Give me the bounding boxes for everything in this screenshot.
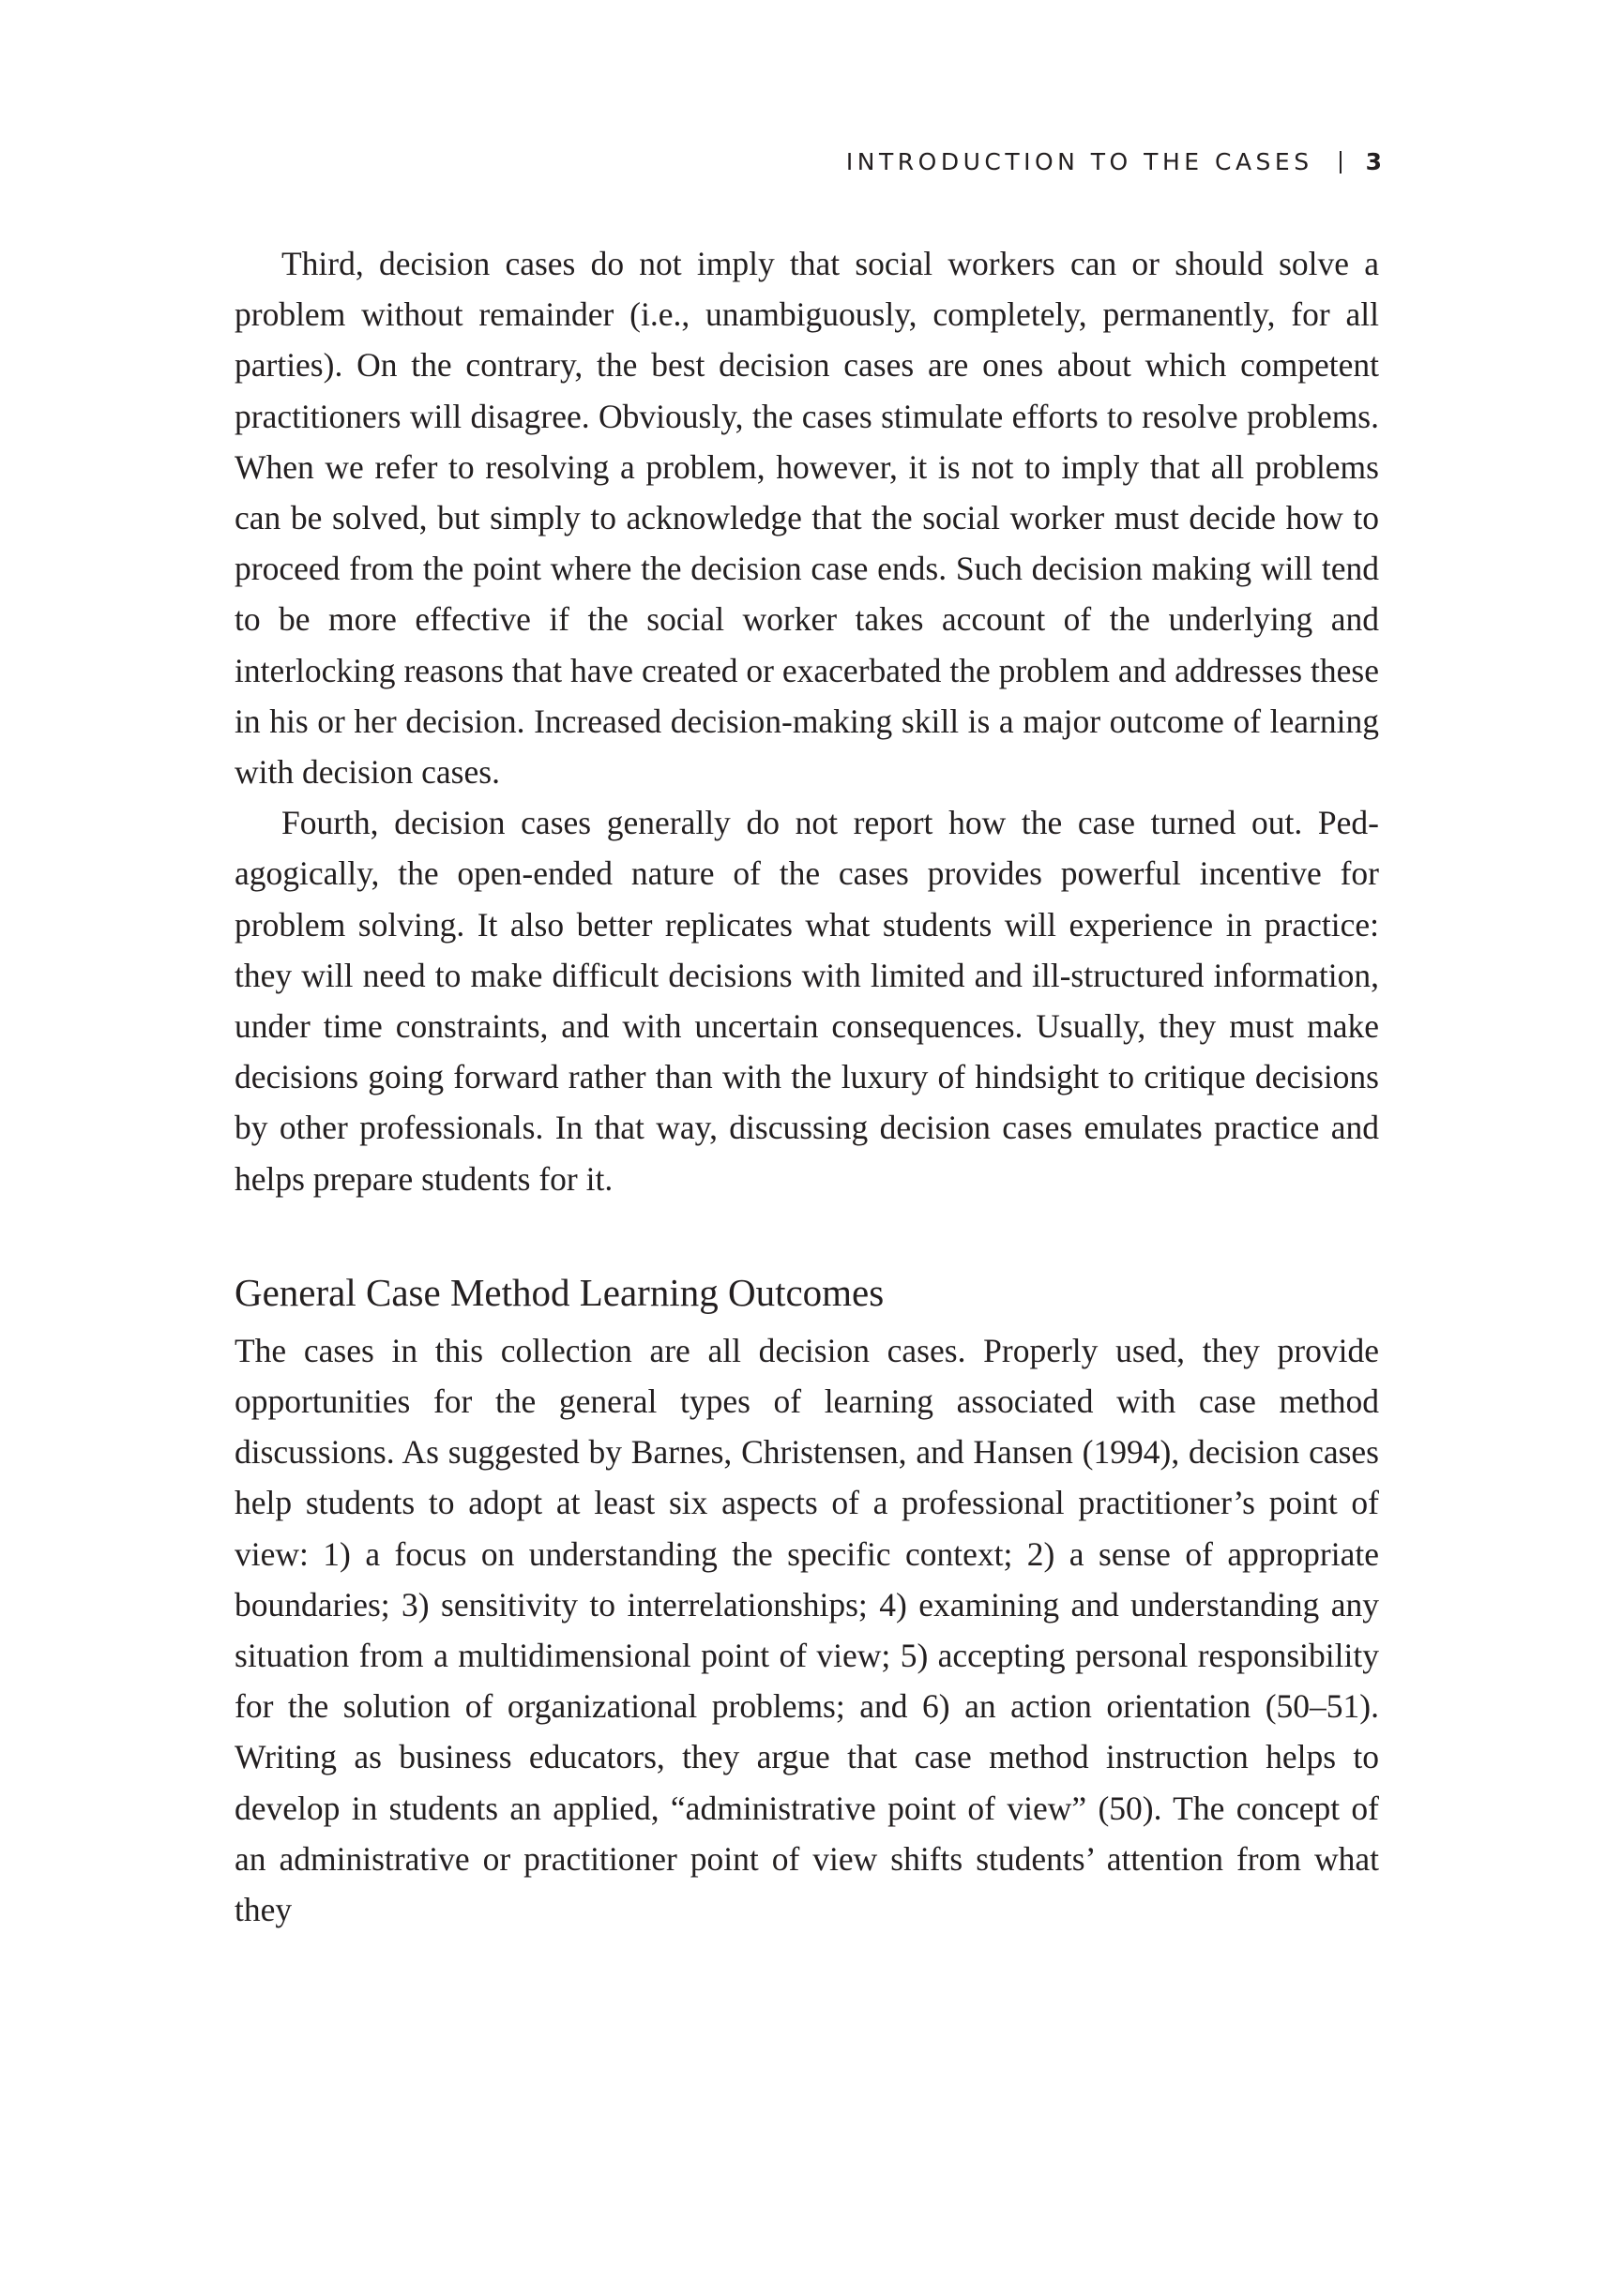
body-paragraph-fourth-point: Fourth, decision cases generally do not report how the case turned out. Pedagogically, the open-ended nature of the cases provides powerful incentive for problem solving. It also better replicates what students will experience in practice: they will need to make difficult decisions with limited and ill-structured information, under time constraints, and with uncertain consequences. Usually, they must make decisions going forward rather than with the luxury of hindsight to critique decisions by other professionals. In that way, discussing decision cases emulates practice and helps prepare students for it. <box>235 804 1379 1198</box>
running-head-title: INTRODUCTION TO THE CASES <box>845 148 1313 175</box>
body-paragraph-third-point: Third, decision cases do not imply that social workers can or should solve a problem without remainder (i.e., unambiguously, completely, permanently, for all parties). On the contrary, the best decision cases are ones about which competent practitioners will disagree. Obviously, the cases stimulate efforts to resolve problems. When we refer to resolving a problem, however, it is not to imply that all problems can be solved, but simply to acknowledge that the social worker must decide how to proceed from the point where the decision case ends. Such decision making will tend to be more effective if the social worker takes account of the underlying and interlocking reasons that have created or exacerbated the problem and addresses these in his or her decision. Increased decision-making skill is a major outcome of learning with decision cases. <box>235 245 1379 792</box>
running-head <box>846 148 1382 175</box>
page-body <box>235 238 1379 1935</box>
running-head-divider <box>1340 151 1342 174</box>
body-paragraph-learning-outcomes: The cases in this collection are all decision cases. Properly used, they provide opportunities for the general types of learning associated with case method discussions. As suggested by Barnes, Christensen, and Hansen (1994), decision cases help students to adopt at least six aspects of a professional practitioner’s point of view: 1) a focus on understanding the specific context; 2) a sense of appropriate boundaries; 3) sensitivity to interrelationships; 4) examining and understanding any situation from a multidimensional point of view; 5) accepting personal responsibility for the solution of organizational problems; and 6) an action orientation (50–51). Writing as business educators, they argue that case method instruction helps to develop in students an applied, “administrative point of view” (50). The concept of an administrative or practitioner point of view shifts students’ attention from what they <box>235 1331 1379 1929</box>
page-number: 3 <box>1365 148 1382 175</box>
section-heading: General Case Method Learning Outcomes <box>235 1270 885 1314</box>
